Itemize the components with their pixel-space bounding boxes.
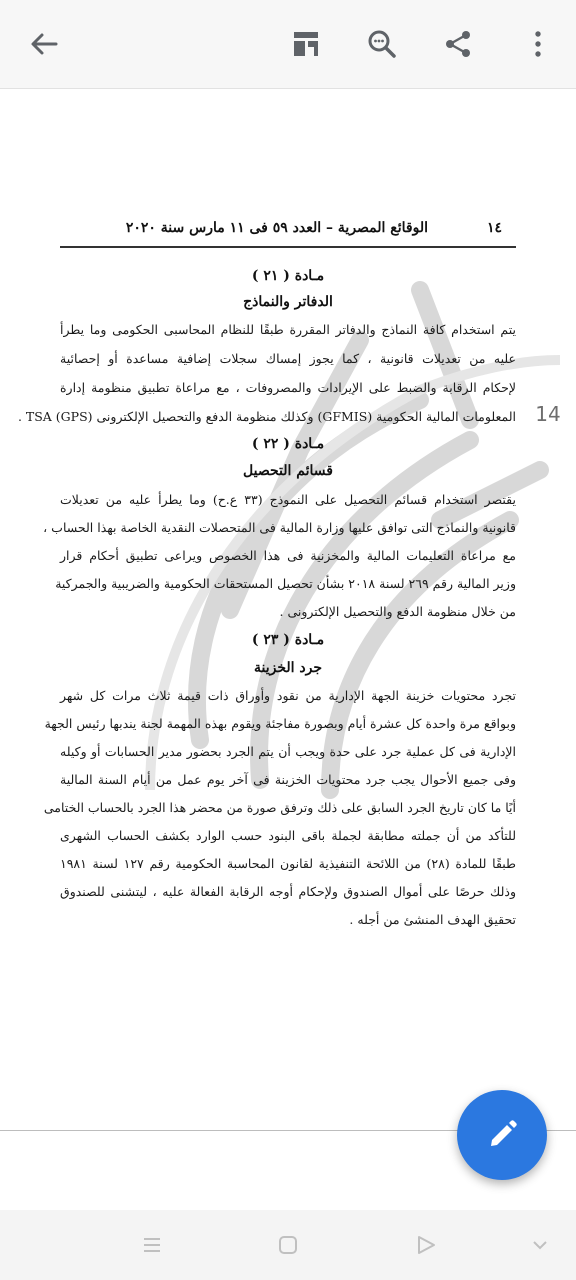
article-21-heading: مـادة ( ٢١ ) (251, 268, 325, 284)
more-vert-icon[interactable] (514, 20, 562, 68)
article-22-line: من خلال منظومة الدفع والتحصيل الإلكترونى . (279, 604, 516, 619)
article-23-title: جرد الخزينة (253, 660, 323, 676)
article-23-line: طبقًا للمادة (٢٨) من اللائحة التنفيذية لقانون المحاسبة الحكومية رقم ١٢٧ لسنة ١٩٨١ (60, 856, 516, 871)
page-number-indicator: 14 (535, 402, 561, 426)
home-icon[interactable] (268, 1230, 308, 1260)
edit-button[interactable] (457, 1090, 547, 1180)
chevron-down-icon[interactable] (520, 1230, 560, 1260)
header-title: الوقائع المصرية – العدد ٥٩ فى ١١ مارس سنة ٢٠٢٠ (125, 220, 428, 236)
article-22-line: قانونية والنماذج التى توافق عليها وزارة المالية فى المتحصلات النقدية الخاصة بهذا الحساب ، (43, 520, 516, 535)
article-21-line: عليه من تعديلات قانونية ، كما يجوز إمساك سجلات إضافية مساعدة أو إحصائية (60, 351, 516, 366)
article-22-line: مع مراعاة التعليمات المالية والمخزنية فى هذا الخصوص ويراعى تطبيق أحكام قرار (60, 548, 516, 563)
recents-icon[interactable] (132, 1230, 172, 1260)
share-icon[interactable] (434, 20, 482, 68)
article-23-line: أيًا ما كان تاريخ الجرد السابق على ذلك وترفق صورة من محضر هذا الجرد بالحساب الختامى (43, 800, 516, 815)
page-layout-icon[interactable] (282, 20, 330, 68)
article-21-line: لإحكام الرقابة والضبط على الإيرادات والمصروفات ، مع مراعاة تطبيق منظومة إدارة (60, 380, 516, 395)
article-23-line: وبواقع مرة واحدة كل عشرة أيام وبصورة مفاجئة ويقوم بهذه المهمة لجنة يندبها رئيس الجهة (44, 716, 516, 731)
article-23-line: تحقيق الهدف المنشئ من أجله . (349, 912, 516, 927)
article-23-line: الإدارية فى كل عملية جرد على حدة ويجب أن يتم الجرد بحضور مدير الحسابات أو وكيله (60, 744, 516, 759)
article-23-line: للتأكد من أن جملته مطابقة لجملة باقى البنود حسب الوارد بكشف الحساب الشهرى (60, 828, 516, 843)
zoom-search-icon[interactable] (358, 20, 406, 68)
system-nav-bar (0, 1210, 576, 1280)
article-23-line: تجرد محتويات خزينة الجهة الإدارية من نقود وأوراق ذات قيمة ثلاث مرات كل شهر (60, 688, 516, 703)
edit-pencil-icon (485, 1118, 519, 1152)
article-21-line: المعلومات المالية الحكومية (GFMIS) وكذلك منظومة الدفع والتحصيل الإلكترونى TSA (GPS) . (17, 409, 516, 424)
article-23-line: وفى جميع الأحوال يجب جرد محتويات الخزينة فى آخر يوم عمل من أيام السنة المالية (60, 772, 516, 787)
document-header (60, 216, 516, 248)
article-22-heading: مـادة ( ٢٢ ) (251, 436, 325, 452)
article-22-line: يقتصر استخدام قسائم التحصيل على النموذج (٣٣ ع.ح) وما يطرأ عليه من تعديلات (60, 492, 516, 507)
back-triangle-icon[interactable] (406, 1230, 446, 1260)
app-toolbar (0, 0, 576, 89)
article-22-line: وزير المالية رقم ٢٦٩ لسنة ٢٠١٨ بشأن تحصيل المستحقات الحكومية والضريبية والجمركية (55, 576, 516, 591)
article-23-heading: مـادة ( ٢٣ ) (251, 632, 325, 648)
article-23-line: وذلك حرصًا على أموال الصندوق ولإحكام أوجه الرقابة الفعالة عليه ، ليتشنى للصندوق (60, 884, 516, 899)
article-22-title: قسائم التحصيل (243, 463, 333, 479)
back-arrow-icon[interactable] (20, 20, 68, 68)
article-21-line: يتم استخدام كافة النماذج والدفاتر المقررة طبقًا للنظام المحاسبى الحكومى وما يطرأ (60, 322, 516, 337)
header-page-number: ١٤ (486, 220, 502, 236)
article-21-title: الدفاتر والنماذج (243, 294, 333, 310)
